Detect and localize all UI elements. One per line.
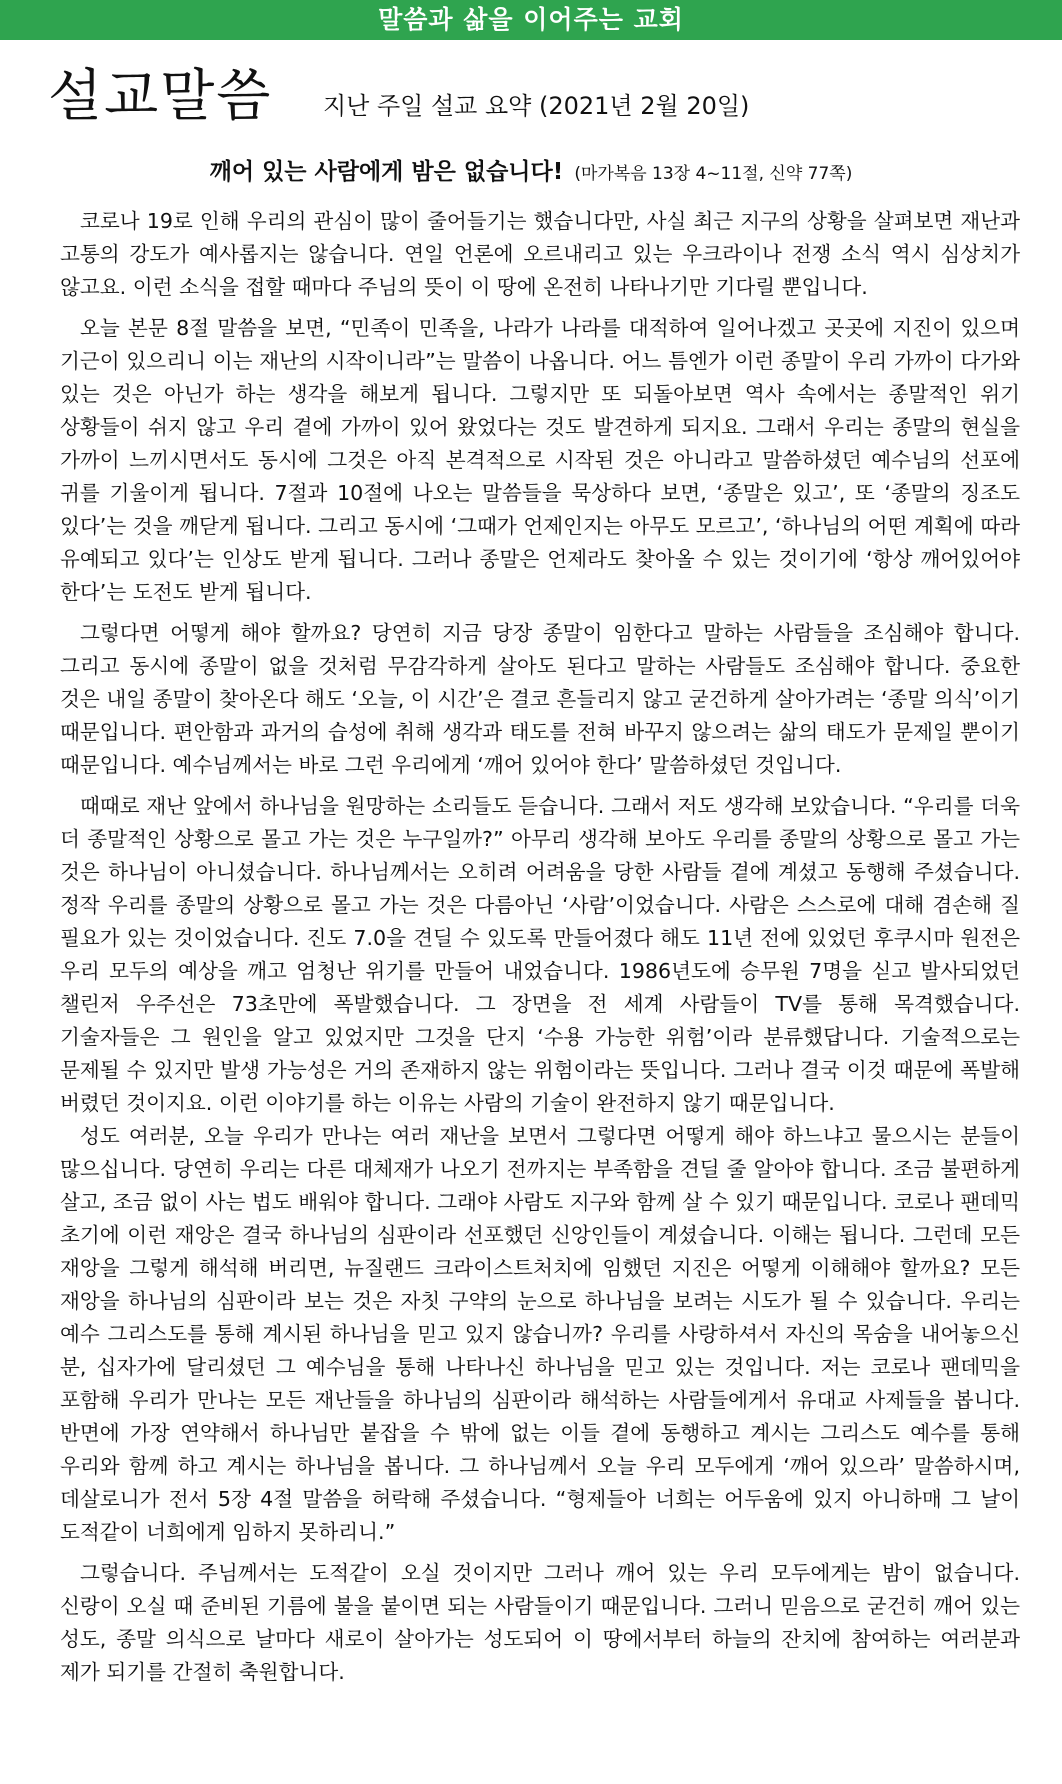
sermon-headline [0, 154, 1062, 192]
paragraph-1: 코로나 19로 인해 우리의 관심이 많이 줄어들기는 했습니다만, 사실 최근 지구의 상황을 살펴보면 재난과 고통의 강도가 예사롭지는 않습니다. 연일 언론에 오르내리고 있는 우크라이나 전쟁 소식 역시 심상치가 않고요. 이런 소식을 접할 때마다 주님의 뜻이 이 땅에 온전히 나타나기만 기다릴 뿐입니다. [60, 209, 1020, 299]
paragraph-2: 오늘 본문 8절 말씀을 보면, “민족이 민족을, 나라가 나라를 대적하여 일어나겠고 곳곳에 지진이 있으며 기근이 있으리니 이는 재난의 시작이니라”는 말씀이 나옵니다. 어느 틈엔가 이런 종말이 우리 가까이 다가와 있는 것은 아닌가 하는 생각을 해보게 됩니다. 그렇지만 또 되돌아보면 역사 속에서는 종말적인 위기 상황들이 쉬지 않고 우리 곁에 가까이 있어 왔었다는 것도 발견하게 되지요. 그래서 우리는 종말의 현실을 가까이 느끼시면서도 동시에 그것은 아직 본격적으로 시작된 것은 아니라고 말씀하셨던 예수님의 선포에 귀를 기울이게 됩니다. 7절과 10절에 나오는 말씀들을 묵상하다 보면, ‘종말은 있고’, 또 ‘종말의 징조도 있다’는 것을 깨닫게 됩니다. 그리고 동시에 ‘그때가 언제인지는 아무도 모르고’, ‘하나님의 어떤 계획에 따라 유예되고 있다’는 인상도 받게 됩니다. 그러나 종말은 언제라도 찾아올 수 있는 것이기에 ‘항상 깨어있어야 한다’는 도전도 받게 됩니다. [60, 316, 1020, 604]
page-header [48, 62, 1028, 142]
sermon-body [60, 205, 1020, 1697]
page-subtitle: 지난 주일 설교 요약 (2021년 2월 20일) [323, 92, 750, 120]
page-title: 설교말씀 [48, 64, 273, 129]
sermon-title: 깨어 있는 사람에게 밤은 없습니다! [209, 159, 564, 185]
paragraph-6: 그렇습니다. 주님께서는 도적같이 오실 것이지만 그러나 깨어 있는 우리 모두에게는 밤이 없습니다. 신랑이 오실 때 준비된 기름에 불을 붙이면 되는 사람들이기 때문입니다. 그러니 믿음으로 굳건히 깨어 있는 성도, 종말 의식으로 날마다 새로이 살아가는 성도되어 이 땅에서부터 하늘의 잔치에 참여하는 여러분과 제가 되기를 간절히 축원합니다. [60, 1561, 1020, 1684]
paragraph-4: 때때로 재난 앞에서 하나님을 원망하는 소리들도 듣습니다. 그래서 저도 생각해 보았습니다. “우리를 더욱 더 종말적인 상황으로 몰고 가는 것은 누구일까?” 아무리 생각해 보아도 우리를 종말의 상황으로 몰고 가는 것은 하나님이 아니셨습니다. 하나님께서는 오히려 어려움을 당한 사람들 곁에 계셨고 동행해 주셨습니다. 정작 우리를 종말의 상황으로 몰고 가는 것은 다름아닌 ‘사람’이었습니다. 사람은 스스로에 대해 겸손해 질 필요가 있는 것이었습니다. 진도 7.0을 견딜 수 있도록 만들어졌다 해도 11년 전에 있었던 후쿠시마 원전은 우리 모두의 예상을 깨고 엄청난 위기를 만들어 내었습니다. 1986년도에 승무원 7명을 싣고 발사되었던 챌린저 우주선은 73초만에 폭발했습니다. 그 장면을 전 세계 사람들이 TV를 통해 목격했습니다. 기술자들은 그 원인을 알고 있었지만 그것을 단지 ‘수용 가능한 위험’이라 분류했답니다. 기술적으로는 문제될 수 있지만 발생 가능성은 거의 존재하지 않는 위험이라는 뜻입니다. 그러나 결국 이것 때문에 폭발해 버렸던 것이지요. 이런 이야기를 하는 이유는 사람의 기술이 완전하지 않기 때문입니다. [60, 794, 1020, 1115]
paragraph-3: 그렇다면 어떻게 해야 할까요? 당연히 지금 당장 종말이 임한다고 말하는 사람들을 조심해야 합니다. 그리고 동시에 종말이 없을 것처럼 무감각하게 살아도 된다고 말하는 사람들도 조심해야 합니다. 중요한 것은 내일 종말이 찾아온다 해도 ‘오늘, 이 시간’은 결코 흔들리지 않고 굳건하게 살아가려는 ‘종말 의식’이기 때문입니다. 편안함과 과거의 습성에 취해 생각과 태도를 전혀 바꾸지 않으려는 삶의 태도가 문제일 뿐이기 때문입니다. 예수님께서는 바로 그런 우리에게 ‘깨어 있어야 한다’ 말씀하셨던 것입니다. [60, 621, 1020, 777]
scripture-reference: (마가복음 13장 4~11절, 신약 77쪽) [574, 164, 853, 184]
paragraph-5: 성도 여러분, 오늘 우리가 만나는 여러 재난을 보면서 그렇다면 어떻게 해야 하느냐고 물으시는 분들이 많으십니다. 당연히 우리는 다른 대체재가 나오기 전까지는 부족함을 견딜 줄 알아야 합니다. 조금 불편하게 살고, 조금 없이 사는 법도 배워야 합니다. 그래야 사람도 지구와 함께 살 수 있기 때문입니다. 코로나 팬데믹 초기에 이런 재앙은 결국 하나님의 심판이라 선포했던 신앙인들이 계셨습니다. 이해는 됩니다. 그런데 모든 재앙을 그렇게 해석해 버리면, 뉴질랜드 크라이스트처치에 임했던 지진은 어떻게 이해해야 할까요? 모든 재앙을 하나님의 심판이라 보는 것은 자칫 구약의 눈으로 하나님을 보려는 시도가 될 수 있습니다. 우리는 예수 그리스도를 통해 계시된 하나님을 믿고 있지 않습니까? 우리를 사랑하셔서 자신의 목숨을 내어놓으신 분, 십자가에 달리셨던 그 예수님을 통해 나타나신 하나님을 믿고 있는 것입니다. 저는 코로나 팬데믹을 포함해 우리가 만나는 모든 재난들을 하나님의 심판이라 해석하는 사람들에게서 유대교 사제들을 봅니다. 반면에 가장 연약해서 하나님만 붙잡을 수 밖에 없는 이들 곁에 동행하고 계시는 그리스도 예수를 통해 우리와 함께 하고 계시는 하나님을 봅니다. 그 하나님께서 오늘 우리 모두에게 ‘깨어 있으라’ 말씀하시며, 데살로니가 전서 5장 4절 말씀을 허락해 주셨습니다. “형제들아 너희는 어두움에 있지 아니하매 그 날이 도적같이 너희에게 임하지 못하리니.” [60, 1124, 1020, 1544]
church-motto-banner: 말씀과 삶을 이어주는 교회 [0, 0, 1062, 40]
